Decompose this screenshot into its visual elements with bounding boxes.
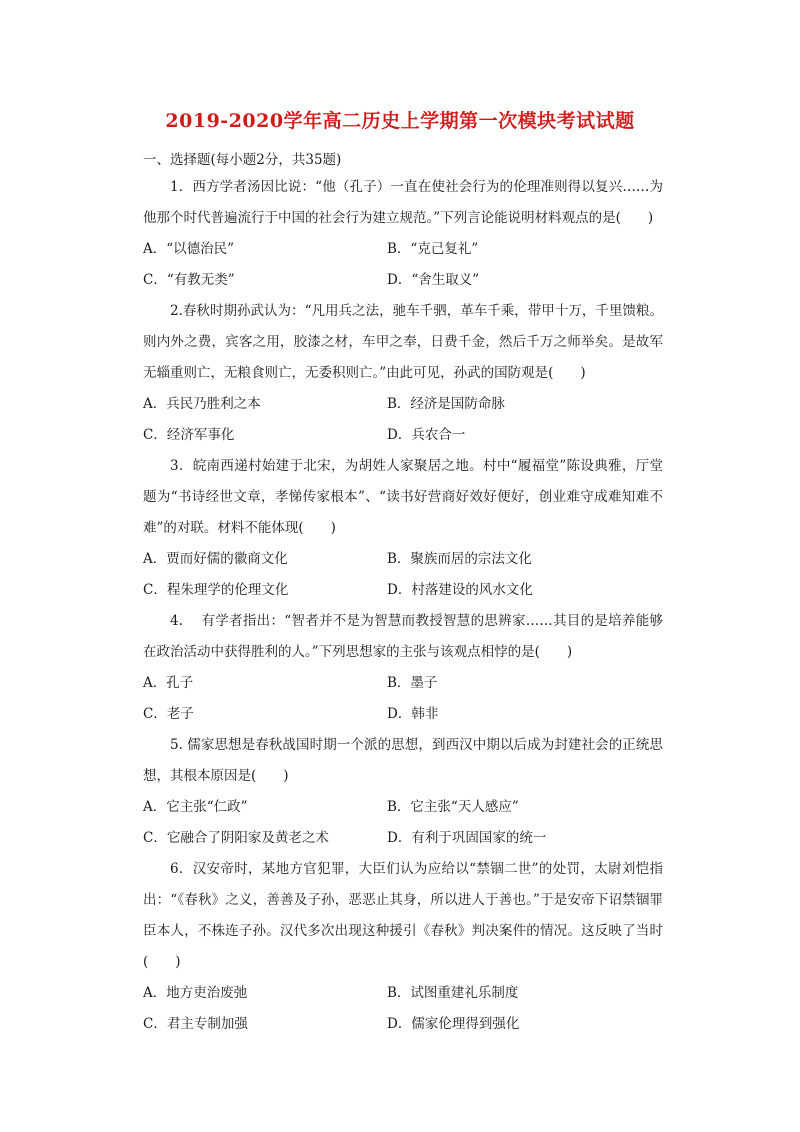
question-stem: 5. 儒家思想是春秋战国时期一个派的思想，到西汉中期以后成为封建社会的正统思想，其根本原因是( ): [143, 737, 663, 784]
question-5: [143, 730, 663, 854]
option-c: C．“有教无类”: [143, 272, 235, 288]
option-a: A．孔子: [143, 675, 194, 691]
option-d: D．兵农合一: [387, 427, 466, 443]
option-c: C．经济军事化: [143, 427, 235, 443]
question-1: [143, 172, 663, 296]
option-b: B．试图重建礼乐制度: [387, 985, 519, 1001]
option-a: A．地方吏治废弛: [143, 985, 248, 1001]
exam-title: 2019-2020学年高二历史上学期第一次模块考试试题: [165, 110, 635, 132]
option-c: C．程朱理学的伦理文化: [143, 582, 289, 598]
option-d: D．村落建设的风水文化: [387, 582, 533, 598]
option-b: B．经济是国防命脉: [387, 396, 505, 412]
question-stem: 4. 有学者指出：“智者并不是为智慧而教授智慧的思辨家……其目的是培养能够在政治活动中获得胜利的人。”下列思想家的主张与该观点相悖的是( ): [143, 613, 663, 660]
option-group: [143, 668, 663, 730]
question-2: [143, 296, 663, 451]
option-a: A．兵民乃胜利之本: [143, 396, 261, 412]
option-b: B．聚族而居的宗法文化: [387, 551, 532, 567]
option-group: [143, 234, 663, 296]
option-b: B．墨子: [387, 675, 438, 691]
option-group: [143, 544, 663, 606]
option-c: C．它融合了阴阳家及黄老之术: [143, 830, 329, 846]
question-stem: 6．汉安帝时，某地方官犯罪，大臣们认为应给以“禁锢二世”的处罚，太尉刘恺指出：“《春秋》之义，善善及子孙，恶恶止其身，所以进人于善也。”于是安帝下诏禁锢罪臣本人，不株连子孙。汉代多次出现这种援引《春秋》判决案件的情况。这反映了当时( ): [143, 861, 663, 970]
option-b: B．“克己复礼”: [387, 241, 479, 257]
option-d: D．有利于巩固国家的统一: [387, 830, 547, 846]
question-3: [143, 451, 663, 606]
option-d: D．韩非: [387, 706, 439, 722]
option-a: A．贾而好儒的徽商文化: [143, 551, 288, 567]
option-a: A．“以德治民”: [143, 241, 235, 257]
option-group: [143, 978, 663, 1040]
option-a: A．它主张“仁政”: [143, 799, 248, 815]
option-b: B．它主张“天人感应”: [387, 799, 519, 815]
option-c: C．老子: [143, 706, 194, 722]
option-group: [143, 389, 663, 451]
question-list: [143, 172, 663, 1040]
question-4: [143, 606, 663, 730]
section-heading: 一、选择题(每小题2分，共35题): [143, 152, 342, 168]
question-stem: 2.春秋时期孙武认为：“凡用兵之法，驰车千驷，革车千乘，带甲十万，千里馈粮。则内外之费，宾客之用，胶漆之材，车甲之奉，日费千金，然后千万之师举矣。是故军无辎重则亡，无粮食则亡，无委积则亡。”由此可见，孙武的国防观是( ): [143, 303, 663, 381]
option-d: D．儒家伦理得到强化: [387, 1016, 520, 1032]
question-6: [143, 854, 663, 1040]
option-d: D．“舍生取义”: [387, 272, 480, 288]
question-stem: 1．西方学者汤因比说：“他（孔子）一直在使社会行为的伦理准则得以复兴……为他那个时代普遍流行于中国的社会行为建立规范。”下列言论能说明材料观点的是( ): [143, 179, 663, 226]
question-stem: 3．皖南西递村始建于北宋，为胡姓人家聚居之地。村中“履福堂”陈设典雅，厅堂题为“书诗经世文章，孝悌传家根本”、“读书好营商好效好便好，创业难守成难知难不难”的对联。材料不能体现( ): [143, 458, 663, 536]
option-c: C．君主专制加强: [143, 1016, 248, 1032]
option-group: [143, 792, 663, 854]
